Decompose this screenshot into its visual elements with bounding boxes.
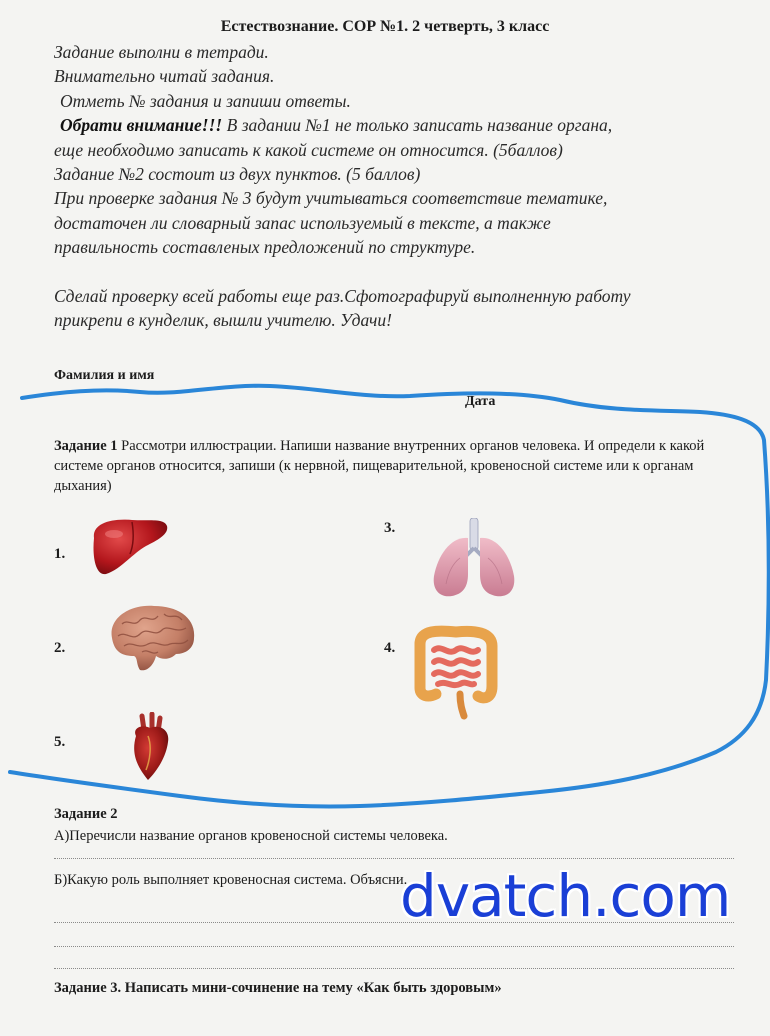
item-number-2: 2. [54,640,66,656]
task1-title: Задание 1 [54,438,118,454]
item-number-4: 4. [384,640,396,656]
instruction-line: Отметь № задания и запиши ответы. [60,90,351,111]
instruction-line: достаточен ли словарный запас используемый в тексте, а также [54,212,551,233]
page-title: Естествознание. СОР №1. 2 четверть, 3 класс [220,18,550,35]
intestines-icon [408,624,504,720]
instruction-line [54,113,770,137]
item-number-5: 5. [54,734,66,750]
answer-line [54,858,734,859]
instruction-line: При проверке задания № 3 будут учитываться соответствие тематике, [54,188,608,209]
instruction-line: прикрепи в кунделик, вышли учителю. Удачи! [54,310,392,331]
item-number-1: 1. [54,546,66,562]
instruction-line: Сделай проверку всей работы еще раз.Сфотографируй выполненную работу [54,285,631,306]
instruction-line: Задание выполни в тетради. [54,42,269,62]
answer-line [54,946,734,947]
instruction-line: Внимательно читай задания. [54,66,275,87]
task3-title: Задание 3. Написать мини-сочинение на тему «Как быть здоровым» [54,980,502,996]
name-label: Фамилия и имя [54,368,155,383]
watermark: dvatch.com [400,862,731,930]
brain-icon [104,600,200,674]
lungs-icon [430,518,518,602]
heart-icon [126,712,174,784]
task2-title: Задание 2 [54,806,118,822]
task2-question-a: А)Перечисли название органов кровеносной системы человека. [54,828,448,844]
answer-line [54,968,734,969]
liver-icon [88,514,170,578]
attention-label: Обрати внимание!!! [60,115,223,136]
task1-text [54,436,754,496]
instruction-line: Задание №2 состоит из двух пунктов. (5 баллов) [54,164,421,185]
item-number-3: 3. [384,520,396,536]
instruction-text: В задании №1 не только записать название органа, [222,115,613,136]
task2-question-b: Б)Какую роль выполняет кровеносная система. Объясни. [54,872,408,888]
task1-body: Рассмотри иллюстрации. Напиши название внутренних органов человека. И определи к какой системе органов относится, запиши (к нервной, пищеварительной, кровеносной системе или к органам дыхания) [54,438,705,494]
instructions-block [54,40,770,332]
date-label: Дата [465,394,496,409]
instruction-line: еще необходимо записать к какой системе он относится. (5баллов) [54,139,563,160]
instruction-line: правильность составленых предложений по структуре. [54,237,476,258]
